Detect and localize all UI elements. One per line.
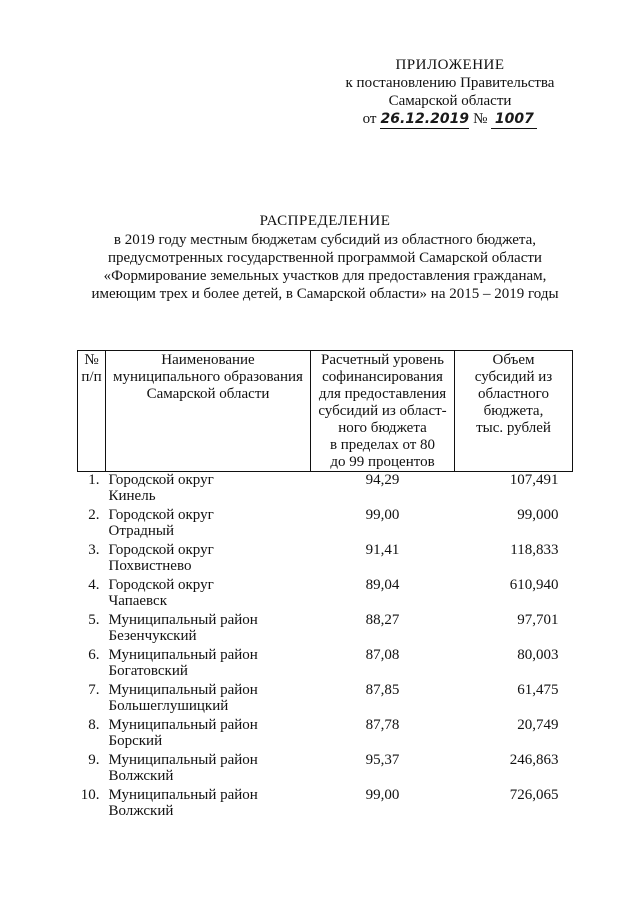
row-number: 5. (88, 611, 100, 628)
row-volume: 610,940 (509, 576, 559, 593)
title-line-4: имеющим трех и более детей, в Самарской области» на 2015 – 2019 годы (91, 286, 559, 302)
row-volume: 726,065 (509, 786, 559, 803)
row-number: 9. (88, 751, 100, 768)
row-number: 3. (88, 541, 100, 558)
row-rate: 87,85 (365, 681, 400, 698)
row-number: 8. (88, 716, 100, 733)
row-name: Городской округ Чапаевск (108, 576, 214, 609)
row-volume: 20,749 (517, 716, 559, 733)
header-rate: Расчетный уровень софинансирования для предоставления субсидий из област- ного бюджета в пределах от 80 до 99 процентов (311, 351, 455, 472)
row-volume: 246,863 (509, 751, 559, 768)
table-row (78, 647, 573, 682)
row-volume: 107,491 (509, 472, 559, 488)
row-volume: 99,000 (517, 506, 559, 523)
row-number: 10. (80, 786, 100, 803)
table-row (78, 787, 573, 822)
row-volume: 118,833 (510, 541, 559, 558)
table-row (78, 612, 573, 647)
header-num: № п/п (78, 351, 106, 472)
header-name: Наименование муниципального образования Самарской области (106, 351, 311, 472)
row-rate: 95,37 (365, 751, 400, 768)
row-rate: 87,78 (365, 716, 400, 733)
title-line-1: в 2019 году местным бюджетам субсидий из областного бюджета, (113, 232, 537, 248)
decree-reference (330, 110, 570, 129)
appendix-block (330, 56, 570, 129)
subsidy-table (77, 350, 573, 822)
header-volume: Объем субсидий из областного бюджета, тыс. рублей (455, 351, 573, 472)
row-rate: 94,29 (365, 472, 400, 488)
title-line-3: «Формирование земельных участков для предоставления гражданам, (103, 268, 547, 284)
appendix-line-2: Самарской области (388, 93, 512, 109)
row-rate: 91,41 (365, 541, 400, 558)
table-row (78, 752, 573, 787)
row-name: Муниципальный район Безенчукский (108, 611, 258, 644)
appendix-title: ПРИЛОЖЕНИЕ (395, 57, 505, 73)
row-name: Муниципальный район Большеглушицкий (108, 681, 258, 714)
row-name: Муниципальный район Волжский (108, 786, 258, 819)
table-header-row (78, 351, 573, 472)
handwritten-date: 26.12.2019 (380, 111, 470, 127)
row-name: Муниципальный район Богатовский (108, 646, 258, 679)
row-number: 7. (88, 681, 100, 698)
row-rate: 87,08 (365, 646, 400, 663)
row-name: Городской округ Похвистнево (108, 541, 214, 574)
row-name: Городской округ Отрадный (108, 506, 214, 539)
row-rate: 88,27 (365, 611, 400, 628)
table-row (78, 507, 573, 542)
row-number: 6. (88, 646, 100, 663)
row-rate: 99,00 (365, 786, 400, 803)
table-row (78, 542, 573, 577)
row-number: 4. (88, 576, 100, 593)
handwritten-number: 1007 (491, 110, 537, 129)
table-row (78, 682, 573, 717)
row-volume: 97,701 (517, 611, 559, 628)
document-title (60, 212, 590, 303)
row-rate: 89,04 (365, 576, 400, 593)
appendix-line-1: к постановлению Правительства (345, 75, 555, 91)
row-name: Муниципальный район Борский (108, 716, 258, 749)
table-row (78, 717, 573, 752)
row-name: Муниципальный район Волжский (108, 751, 258, 784)
number-sign: № (473, 111, 488, 127)
row-volume: 61,475 (517, 681, 559, 698)
row-number: 1. (88, 472, 100, 488)
row-name: Городской округ Кинель (108, 472, 214, 504)
row-number: 2. (88, 506, 100, 523)
table-row (78, 472, 573, 507)
title-line-2: предусмотренных государственной программой Самарской области (108, 250, 542, 266)
row-volume: 80,003 (517, 646, 559, 663)
title-heading: РАСПРЕДЕЛЕНИЕ (259, 213, 391, 229)
from-label: от (362, 111, 377, 127)
row-rate: 99,00 (365, 506, 400, 523)
table-row (78, 577, 573, 612)
